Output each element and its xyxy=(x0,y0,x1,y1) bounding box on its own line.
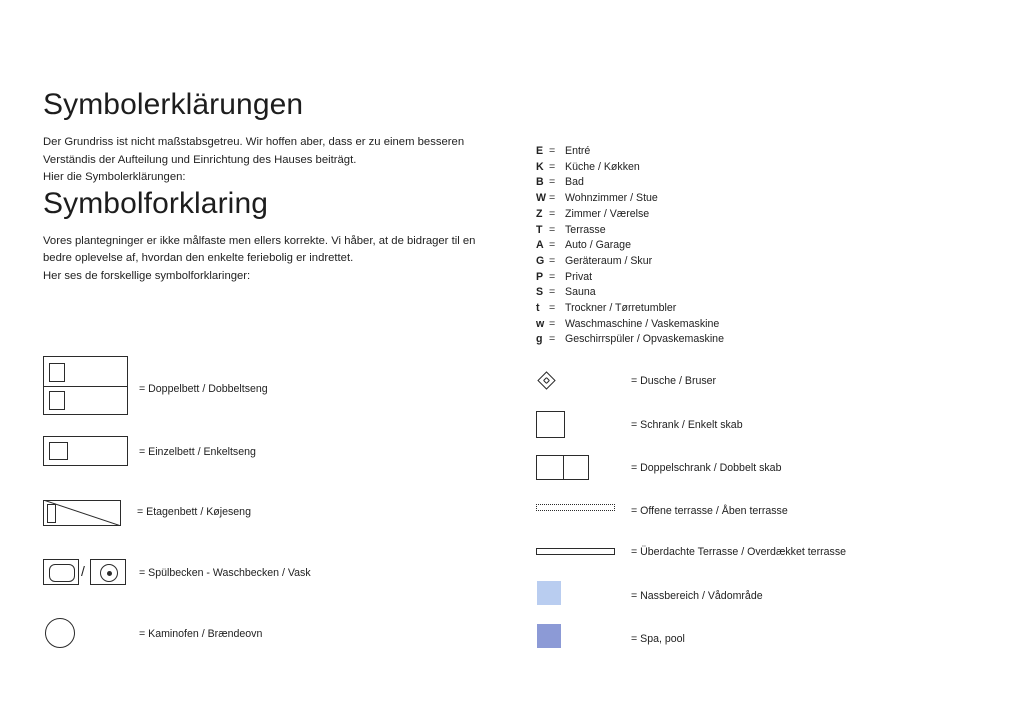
abbreviation-list xyxy=(536,144,956,348)
covered-terrace-icon xyxy=(536,548,615,555)
double-bed-icon xyxy=(43,356,128,415)
abbreviation-row xyxy=(536,285,956,301)
wet-area-swatch xyxy=(537,581,561,605)
abbreviation-row xyxy=(536,301,956,317)
abbr-value: Privat xyxy=(565,270,593,283)
single-bed-icon xyxy=(43,436,128,466)
legend-label: = Überdachte Terrasse / Overdækket terrasse xyxy=(631,546,847,558)
legend-label: = Einzelbett / Enkeltseng xyxy=(139,446,256,458)
abbr-key: K xyxy=(536,160,544,173)
abbr-key: T xyxy=(536,223,543,236)
abbr-value: Bad xyxy=(565,176,584,189)
abbr-key: G xyxy=(536,254,545,267)
abbr-key: B xyxy=(536,176,544,189)
abbr-value: Entré xyxy=(565,145,591,157)
abbr-value: Waschmaschine / Vaskemaskine xyxy=(565,317,720,330)
spa-pool-swatch xyxy=(537,624,561,648)
abbr-equals: = xyxy=(549,286,556,299)
abbr-key: Z xyxy=(536,207,543,220)
text-column xyxy=(43,88,513,285)
legend-label: = Etagenbett / Køjeseng xyxy=(137,506,251,518)
legend-label: = Spa, pool xyxy=(631,633,685,645)
abbr-key: g xyxy=(536,333,543,346)
wood-stove-icon xyxy=(45,618,75,648)
abbr-value: Zimmer / Værelse xyxy=(565,207,650,220)
abbreviation-row xyxy=(536,270,956,286)
abbr-equals: = xyxy=(549,207,556,220)
page-title-danish: Symbolforklaring xyxy=(43,186,269,220)
intro-paragraph-german: Der Grundriss ist nicht maßstabsgetreu. Wir hoffen aber, dass er zu einem besseren Verständis der Aufteilung und Einrichtung des Hauses beiträgt. Hier die Symbolerklärungen: xyxy=(43,136,465,183)
abbr-equals: = xyxy=(549,145,556,157)
abbr-key: S xyxy=(536,286,544,299)
abbr-value: Auto / Garage xyxy=(565,239,631,252)
abbr-equals: = xyxy=(549,176,556,189)
abbr-key: t xyxy=(536,302,540,315)
legend-label: = Dusche / Bruser xyxy=(631,375,717,387)
abbreviation-row xyxy=(536,175,956,191)
legend-label: = Doppelbett / Dobbeltseng xyxy=(139,383,268,395)
legend-label: = Offene terrasse / Åben terrasse xyxy=(631,505,788,517)
separator-slash: / xyxy=(81,563,85,579)
abbr-value: Küche / Køkken xyxy=(565,160,640,173)
shower-icon xyxy=(537,371,555,389)
abbr-equals: = xyxy=(549,317,556,330)
wash-basin-icon xyxy=(90,559,126,585)
abbreviation-row xyxy=(536,332,956,348)
kitchen-sink-icon xyxy=(43,559,79,585)
abbr-equals: = xyxy=(549,239,556,252)
abbreviation-row xyxy=(536,223,956,239)
abbreviation-row xyxy=(536,160,956,176)
abbreviation-row xyxy=(536,317,956,333)
abbr-key: w xyxy=(536,317,545,330)
legend-label: = Spülbecken - Waschbecken / Vask xyxy=(139,567,311,579)
abbreviation-row xyxy=(536,207,956,223)
abbr-key: E xyxy=(536,145,544,157)
legend-label: = Kaminofen / Brændeovn xyxy=(139,628,263,640)
bunk-bed-icon xyxy=(43,500,121,526)
legend-label: = Schrank / Enkelt skab xyxy=(631,419,743,431)
intro-paragraph-danish: Vores plantegninger er ikke målfaste men ellers korrekte. Vi håber, at de bidrager til en bedre oplevelse af, hvordan den enkelte feriebolig er indrettet. Her ses de forskellige symbolforklaringer: xyxy=(43,234,476,282)
abbr-key: W xyxy=(536,192,546,205)
abbreviation-row xyxy=(536,238,956,254)
abbr-key: A xyxy=(536,239,544,252)
double-wardrobe-icon xyxy=(536,455,589,480)
abbreviation-row xyxy=(536,254,956,270)
abbr-equals: = xyxy=(549,270,556,283)
abbreviation-row xyxy=(536,144,956,160)
abbr-equals: = xyxy=(549,160,556,173)
abbreviation-row xyxy=(536,191,956,207)
abbr-equals: = xyxy=(549,302,556,315)
open-terrace-icon xyxy=(536,504,615,511)
abbr-value: Geschirrspüler / Opvaskemaskine xyxy=(565,333,724,346)
abbr-value: Wohnzimmer / Stue xyxy=(565,192,658,205)
abbr-equals: = xyxy=(549,223,556,236)
legend-label: = Doppelschrank / Dobbelt skab xyxy=(631,462,782,474)
abbr-equals: = xyxy=(549,254,556,267)
abbr-equals: = xyxy=(549,333,556,346)
abbr-key: P xyxy=(536,270,544,283)
abbr-value: Geräteraum / Skur xyxy=(565,254,653,267)
abbr-equals: = xyxy=(549,192,556,205)
abbr-value: Sauna xyxy=(565,286,596,299)
page-title-german: Symbolerklärungen xyxy=(43,88,304,121)
abbr-value: Trockner / Tørretumbler xyxy=(565,302,677,315)
legend-label: = Nassbereich / Vådområde xyxy=(631,590,763,602)
wardrobe-icon xyxy=(536,411,565,438)
abbr-value: Terrasse xyxy=(565,223,606,236)
